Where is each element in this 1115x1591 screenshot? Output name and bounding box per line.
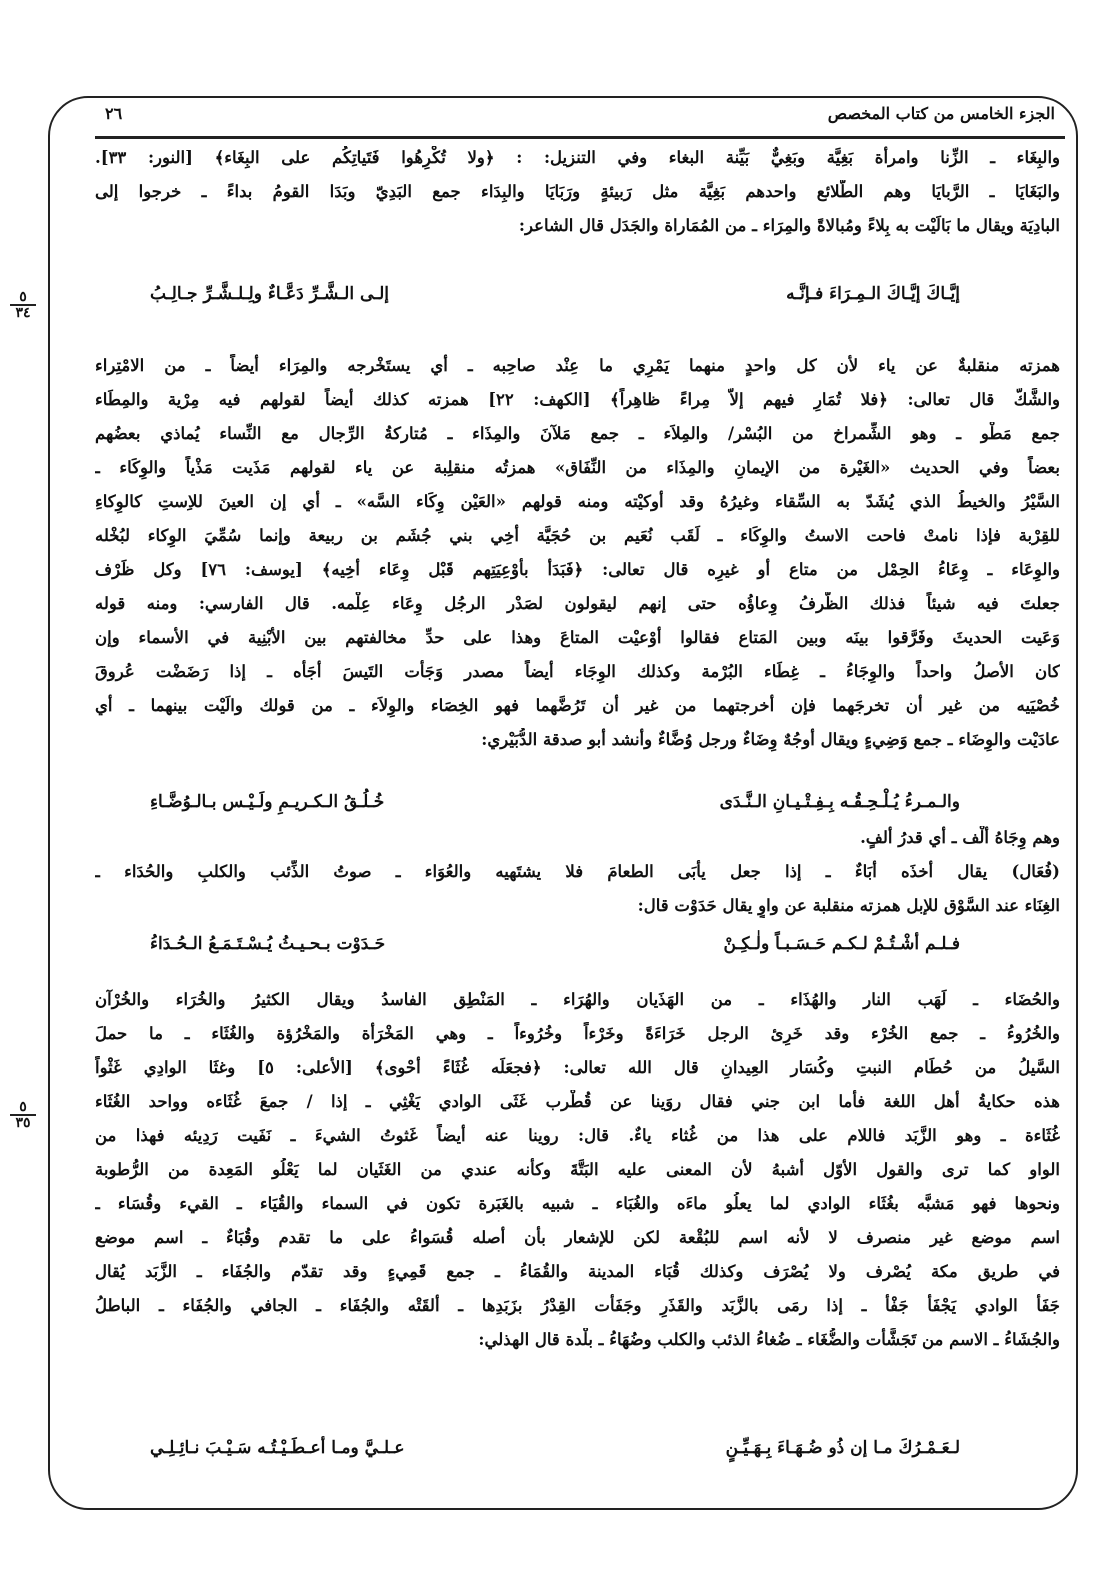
page-number: ٢٦ (105, 104, 123, 123)
text-line: السَّيلُ من حُطَام النبتِ وكُسَار العِيدانِ قال الله تعالى: ﴿فجعَلَه غُثَاءً أحْوى﴾ [الأعلى: ٥] وغثَا الوادِي غَثْواً (95, 1058, 1060, 1077)
text-line: والبَغَايَا ـ الرَّبايَا وهم الطَّلائع واحدهم بَغِيَّة مثل رَبيئةٍ ورَبَايَا والبِدَاء جمع البَدِيّ وبَدَا القومُ بداءً ـ خرجوا إلى (95, 182, 1060, 201)
text-line: الواو كما ترى والقول الأوّل أشبهُ لأن المعنى عليه البَتَّةَ وكأنه عندي من الغَثَيان لما يَعْلُو المَعِدة من الرُّطوبة (95, 1160, 1060, 1179)
text-line: السَّيْرُ والخيطُ الذي يُشَدّ به السِّقاء وغيرُهُ وقد أوكيْته ومنه قولهم «العَيْن وِكَاء السَّه» ـ أي إن العينَ للاِستِ كالوِكاءِ (95, 492, 1060, 511)
header-rule (95, 136, 1065, 139)
text-line: البادِيَة ويقال ما بَالَيْت به بِلاءً ومُبالاةً والمِرَاء ـ من المُمَاراة والجَدَل قال الشاعر: (518, 216, 1060, 235)
hemistich-right: فـلـم أشْـتُـمْ لـكـم حَـسَـبـاً ولٰـكِـنْ (723, 934, 960, 954)
hemistich-right: لـعَـمْـرُكَ مـا إن ذُو ضُـهَـاءَ بِـهَـيِّـنٍ (725, 1438, 960, 1458)
text-line: غُثَاءة ـ وهو الزَّبَد فاللام على هذا من غُثاء ياءٌ. قال: روينا عنه أيضاً غَثوتُ الشيءَ ـ نَفَيت رَدِيئه فهذا من (95, 1126, 1060, 1145)
hemistich-left: حَـدَوْت بـحـيـثُ يُـسْـتَـمَـعُ الـحُـدَاءُ (150, 934, 386, 954)
text-line: والحُضَاء ـ لَهَب النار والهُذَاء ـ من الهَذَيان والهُرَاء ـ المَنْطِق الفاسدُ ويقال الكثيرُ والخُرَاء والخُرْآن (95, 990, 1060, 1009)
text-line: للقِرْبة فإذا نامتْ فاحت الاستُ والوِكَاء ـ لَقَب نُعَيم بن حُجَيَّة أخِي بني جُشَم بن ربيعة وإنما سُمِّيَ الوِكاء لبُخْله (95, 526, 1060, 545)
text-line: بعضاً وفي الحديث «الغَيْرة من الإيمانِ والمِذَاء من النِّفَاق» همزتُه منقلِبة عن ياء لقولهم مَذَيت مَذْياً والوِكَاء ـ (95, 458, 1060, 477)
hemistich-right: والـمـرءُ يُـلْـحِـقُـه بِـفِـتْـيـانِ الـنَّـدَى (719, 792, 960, 812)
verse (150, 284, 960, 304)
verse (150, 934, 960, 954)
hemistich-left: عـلـيَّ ومـا أعـطَـيْـتُـه سَـيْـبَ نـائِـلِـي (150, 1438, 405, 1458)
text-line: كان الأصلُ واحداً والوِجَاءُ ـ غِطَاء البُرْمة وكذلك الوِجَاء أيضاً مصدر وَجَأت التَيسَ أجَأُه ـ إذا رَضَضْت عُروقَ (95, 662, 1060, 681)
text-line: ونحوها فهو مَشبَّه بغُثَاء الوادي لما يعلُو ماءَه والغُبَاء ـ شبيه بالغَبَرة تكون في السماء والقُيَاء ـ القيء وقُسَاء ـ (95, 1194, 1060, 1213)
text-line: الغِنَاء عند السَّوْق للإبل همزته منقلبة عن واوٍ يقال حَدَوْت قال: (637, 896, 1060, 915)
text-line: في طريق مكة يُصْرف ولا يُصْرَف وكذلك قُبَاء المدينة والقُمَاءُ ـ جمع قَمِيءٍ وقد تقدّم والجُفَاء ـ الزَّبَد يُقال (95, 1262, 1060, 1281)
hemistich-right: إيَّـاكَ إيَّـاكَ الـمِـرَاءَ فـإنَّـه (786, 284, 960, 304)
text-line: (فُعَال) يقال أخذَه أُبَاءٌ ـ إذا جعل يأبَى الطعامَ فلا يشتَهيه والعُوَاء ـ صوتُ الذِّئب والكلبِ والحُدَاء ـ (95, 862, 1060, 881)
text-line: خُصْيَيه من غير أن تخرجَهما فإن أخرجتهما من غير أن تَرُضَّهما فهو الخِصَاء والوِلاَء ـ من قولك والَيْت بينهما ـ أي (95, 696, 1060, 715)
text-line: والخُرُوءُ ـ جمع الخُرْء وقد خَرِئ الرجل خَرَاءَةً وخَرْءاً وخُرُوءاً ـ وهي المَخْرَأة والمَخْرُؤة والغُثَاء ـ ما حملَ (95, 1024, 1060, 1043)
text-line: وَعَيت الحديثَ وفَرَّقوا بينَه وبين المَتاع فقالوا أوْعيْت المتاعَ وهذا على حدِّ مخالفتهم بين الأبْنِية في الأسماء وإن (95, 628, 1060, 647)
text-line: جمع مَطْو ـ وهو الشِّمراخ من البُسْر/ والمِلاَء ـ جمع مَلآنَ والمِذَاء ـ مُتاركةُ الرِّجال مع النِّساء يُماذي بعضُهم (95, 424, 1060, 443)
text-line: والبِغَاء ـ الزِّنا وامرأة بَغِيَّة وبَغِيٌّ بَيِّنة البغاء وفي التنزيل: : ﴿ولا تُكْرِهُوا فَتَياتِكُم على البِغَاء﴾ [النور: ٣٣]. (95, 148, 1060, 167)
margin-note: ٥ ٣٥ (10, 1100, 36, 1130)
text-line: اسم موضع غير منصرف لا لأنه اسم للبُقْعة لكن للإشعار بأن أصله قُسَواءُ على ما تقدم وقُبَاءٌ ـ اسم موضع (95, 1228, 1060, 1247)
hemistich-left: إلـى الـشَّـرِّ دَعَّـاءٌ ولِـلـشَّـرِّ جـالِـبُ (150, 284, 390, 304)
text-line: وهم وِجَاهُ ألْف ـ أي قدرُ ألفٍ. (860, 828, 1060, 847)
text-line: عادَيْت والوِضَاء ـ جمع وَضِيءٍ ويقال أوجُهٌ وِضَاءٌ ورجل وُضَّاءٌ وأنشد أبو صدقة الدُّبَيْري: (481, 730, 1060, 749)
text-line: هذه حكايةُ أهل اللغة فأما ابن جني فقال روَينا عن قُطْرب غَثَى الوادي يَغْثِي ـ إذا / جمعَ غُثَاءه وواحد الغُثَاء (95, 1092, 1060, 1111)
text-line: جَفَأ الوادي يَجْفَأ جَفْأً ـ إذا رمَى بالزَّبَد والقَذَرِ وجَفَأت القِدْرُ بزَبَدِها ـ ألقَتْه والجُفَاء ـ الجافي والجُفَاء ـ الباطلُ (95, 1296, 1060, 1315)
text-line: والجُشَاءُ ـ الاسم من تَجَشَّأت والضُّغَاء ـ ضُغاءُ الذئب والكلب وضُهَاءُ ـ بلْدة قال الهذلي: (478, 1330, 1060, 1349)
text-line: همزته منقلبةٌ عن ياء لأن كل واحدٍ منهما يَمْرِي ما عِنْد صاحِبه ـ أي يستَخْرجه والمِرَاء أيضاً ـ من الامْتِراء (95, 356, 1060, 375)
verse (150, 792, 960, 812)
text-line: والوِعَاء ـ وِعَاءُ الحِمْل من متاع أو غيرِه قال تعالى: ﴿فَبَدَأَ بأوْعِيَتِهم قَبْل وِعَاء أخِيه﴾ [يوسف: ٧٦] وكل ظَرْف (95, 560, 1060, 579)
text-line: جعلتَ فيه شيئاً فذلك الظَّرفُ وِعاؤُه حتى إنهم ليقولون لصَدْر الرجُل وِعَاء عِلْمه. قال الفارسي: ومنه قوله (95, 594, 1060, 613)
margin-note: ٥ ٣٤ (10, 290, 36, 320)
running-title: الجزء الخامس من كتاب المخصص (827, 104, 1055, 123)
hemistich-left: خُـلُـقُ الـكـريـمِ ولَـيْـس بـالـوُضَّـاءِ (150, 792, 385, 812)
verse (150, 1438, 960, 1458)
text-line: والشَّكُّ قال تعالى: ﴿فلا تُمَارِ فيهم إلاّ مِراءً ظاهِراً﴾ [الكهف: ٢٢] همزته كذلك أيضاً لقولهم فيه مِرْية والمِطَاء (95, 390, 1060, 409)
